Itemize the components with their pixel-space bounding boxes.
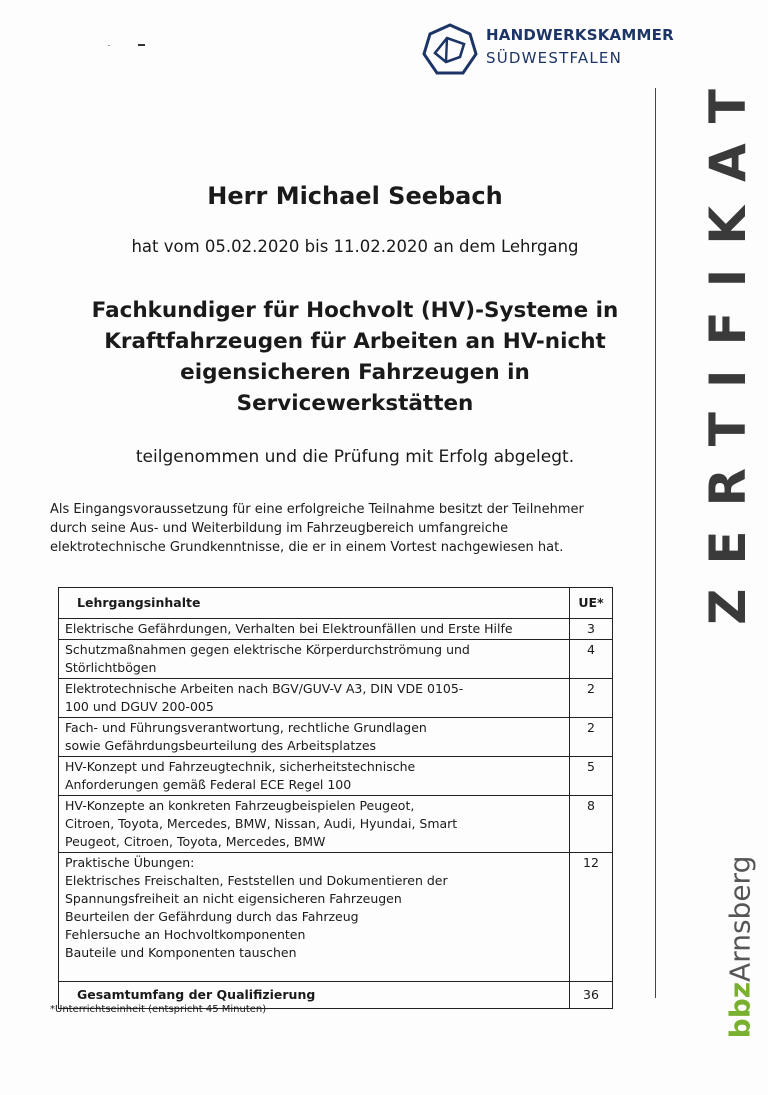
row-ue: 8: [570, 796, 613, 853]
row-line: Elektrisches Freischalten, Feststellen und Dokumentieren der: [65, 873, 448, 888]
row-line: HV-Konzepte an konkreten Fahrzeugbeispielen Peugeot,: [65, 798, 415, 813]
row-content: [59, 640, 570, 679]
row-ue: 2: [570, 718, 613, 757]
table-row: [59, 640, 613, 679]
course-title-line: Kraftfahrzeugen für Arbeiten an HV-nicht: [104, 329, 606, 354]
divider-line: [655, 88, 656, 998]
recipient-name: Herr Michael Seebach: [207, 182, 503, 210]
table-row: [59, 796, 613, 853]
row-line: Bauteile und Komponenten tauschen: [65, 945, 297, 960]
row-ue: 3: [570, 619, 613, 640]
row-line: Elektrische Gefährdungen, Verhalten bei Elektrounfällen und Erste Hilfe: [65, 621, 513, 636]
scan-artifact: [108, 45, 110, 46]
logo-line-1: HANDWERKSKAMMER: [486, 26, 674, 44]
bbz-arnsberg-logo: [724, 856, 757, 1039]
row-line: Citroen, Toyota, Mercedes, BMW, Nissan, Audi, Hyundai, Smart: [65, 816, 458, 831]
attended-line: hat vom 05.02.2020 bis 11.02.2020 an dem Lehrgang: [131, 237, 579, 256]
chamber-emblem-icon: [420, 20, 480, 80]
row-content: [59, 796, 570, 853]
row-line: Spannungsfreiheit an nicht eigensicheren Fahrzeugen: [65, 891, 402, 906]
row-content: [59, 853, 570, 982]
course-title: [60, 295, 650, 419]
bbz-logo-rest: Arnsberg: [723, 855, 757, 982]
row-content: [59, 679, 570, 718]
row-line: Fehlersuche an Hochvoltkomponenten: [65, 927, 306, 942]
row-ue: 4: [570, 640, 613, 679]
table-row: [59, 679, 613, 718]
table-row: [59, 718, 613, 757]
course-title-line: Servicewerkstätten: [236, 391, 474, 416]
row-ue: 5: [570, 757, 613, 796]
table-row: [59, 619, 613, 640]
row-ue: 12: [570, 853, 613, 982]
table-row: [59, 853, 613, 982]
logo-line-2: SÜDWESTFALEN: [486, 49, 623, 67]
row-line: Anforderungen gemäß Federal ECE Regel 100: [65, 777, 352, 792]
scan-artifact: [138, 44, 145, 46]
handwerkskammer-logo: [420, 20, 690, 80]
row-line: HV-Konzept und Fahrzeugtechnik, sicherheitstechnische: [65, 759, 416, 774]
prerequisite-text: [50, 500, 650, 557]
row-line-spacer: [65, 962, 563, 980]
footnote: *Unterrichtseinheit (entspricht 45 Minuten): [50, 1004, 267, 1015]
row-line: sowie Gefährdungsbeurteilung des Arbeitsplatzes: [65, 738, 377, 753]
row-line: Fach- und Führungsverantwortung, rechtliche Grundlagen: [65, 720, 427, 735]
row-content: [59, 619, 570, 640]
table-row: [59, 757, 613, 796]
certificate-side-title: ZERTIFIKAT: [699, 65, 757, 625]
prerequisite-line: elektrotechnische Grundkenntnisse, die er in einem Vortest nachgewiesen hat.: [50, 540, 564, 555]
header-ue: UE*: [570, 588, 613, 619]
bbz-logo-bold: bbz: [723, 981, 757, 1039]
row-line: Schutzmaßnahmen gegen elektrische Körperdurchströmung und: [65, 642, 470, 657]
table-header-row: [59, 588, 613, 619]
row-content: [59, 718, 570, 757]
row-line: 100 und DGUV 200-005: [65, 699, 214, 714]
course-title-line: Fachkundiger für Hochvolt (HV)-Systeme in: [91, 298, 619, 323]
total-ue: 36: [570, 982, 613, 1009]
row-line: Praktische Übungen:: [65, 855, 195, 870]
header-content: Lehrgangsinhalte: [59, 588, 570, 619]
row-line: Peugeot, Citroen, Toyota, Mercedes, BMW: [65, 834, 326, 849]
course-title-line: eigensicheren Fahrzeugen in: [180, 360, 530, 385]
row-line: Störlichtbögen: [65, 660, 157, 675]
result-line: teilgenommen und die Prüfung mit Erfolg abgelegt.: [135, 447, 575, 467]
prerequisite-line: Als Eingangsvoraussetzung für eine erfolgreiche Teilnahme besitzt der Teilnehmer: [50, 502, 584, 517]
row-line: Beurteilen der Gefährdung durch das Fahrzeug: [65, 909, 359, 924]
row-line: Elektrotechnische Arbeiten nach BGV/GUV-V A3, DIN VDE 0105-: [65, 681, 464, 696]
row-content: [59, 757, 570, 796]
total-label: Gesamtumfang der Qualifizierung: [59, 982, 570, 1009]
course-content-table: [58, 587, 613, 1009]
row-ue: 2: [570, 679, 613, 718]
prerequisite-line: durch seine Aus- und Weiterbildung im Fahrzeugbereich umfangreiche: [50, 521, 509, 536]
